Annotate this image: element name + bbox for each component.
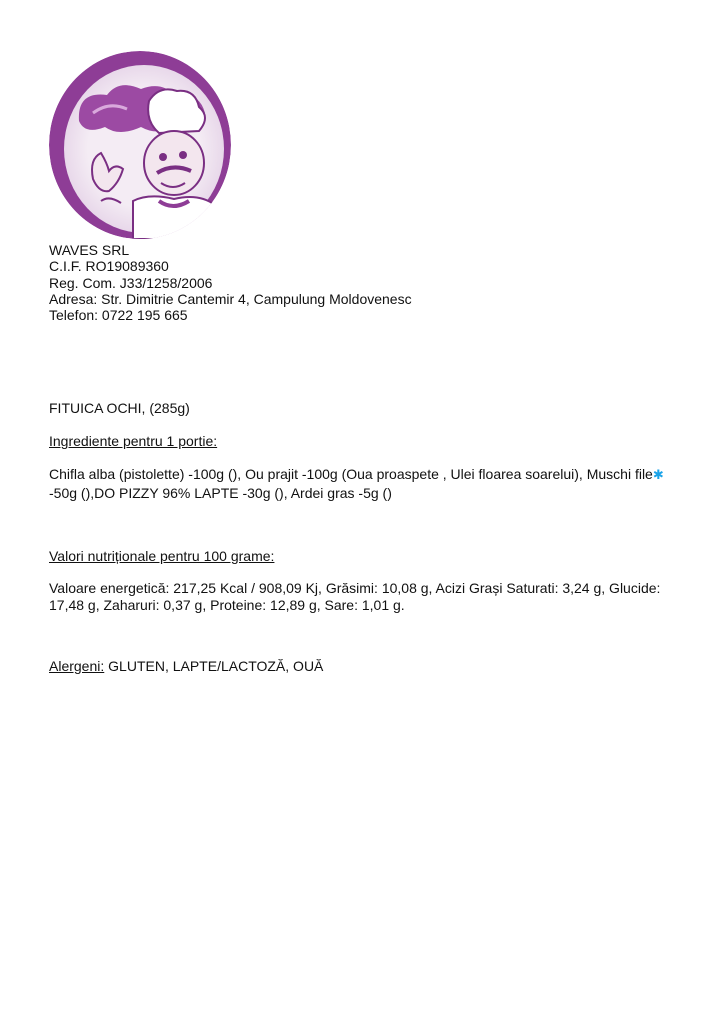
company-reg: Reg. Com. J33/1258/2006 (49, 274, 213, 291)
allergens (49, 658, 323, 675)
ingredients-title: Ingrediente pentru 1 portie: (49, 433, 218, 449)
nutrition-text: Valoare energetică: 217,25 Kcal / 908,09 Kj, Grăsimi: 10,08 g, Acizi Grași Saturati: 3,24 g, Glucide: 17,48 g, Zaharuri: 0,37 g, Proteine: 12,89 g, Sare: 1,01 g. (49, 580, 661, 613)
asterisk-icon: ✱ (652, 468, 664, 483)
company-info (49, 242, 709, 323)
allergens-text: GLUTEN, LAPTE/LACTOZĂ, OUĂ (104, 658, 324, 674)
ingredients-text-part1: Chifla alba (pistolette) -100g (), Ou prajit -100g (Oua proaspete , Ulei floarea soarelui), Muschi file (49, 466, 653, 482)
company-address: Adresa: Str. Dimitrie Cantemir 4, Campulung Moldovenesc (49, 290, 412, 307)
product-title: FITUICA OCHI, (285g) (49, 400, 190, 416)
ingredients-text-part2: -50g (),DO PIZZY 96% LAPTE -30g (), Ardei gras -5g () (49, 484, 392, 501)
allergens-label: Alergeni: (49, 658, 105, 674)
nutrition-title: Valori nutriționale pentru 100 grame: (49, 548, 275, 564)
ingredients-text (49, 466, 689, 501)
company-cif: C.I.F. RO19089360 (49, 258, 169, 275)
company-name: WAVES SRL (49, 242, 130, 258)
chef-logo-icon (49, 51, 231, 239)
company-phone: Telefon: 0722 195 665 (49, 307, 188, 324)
